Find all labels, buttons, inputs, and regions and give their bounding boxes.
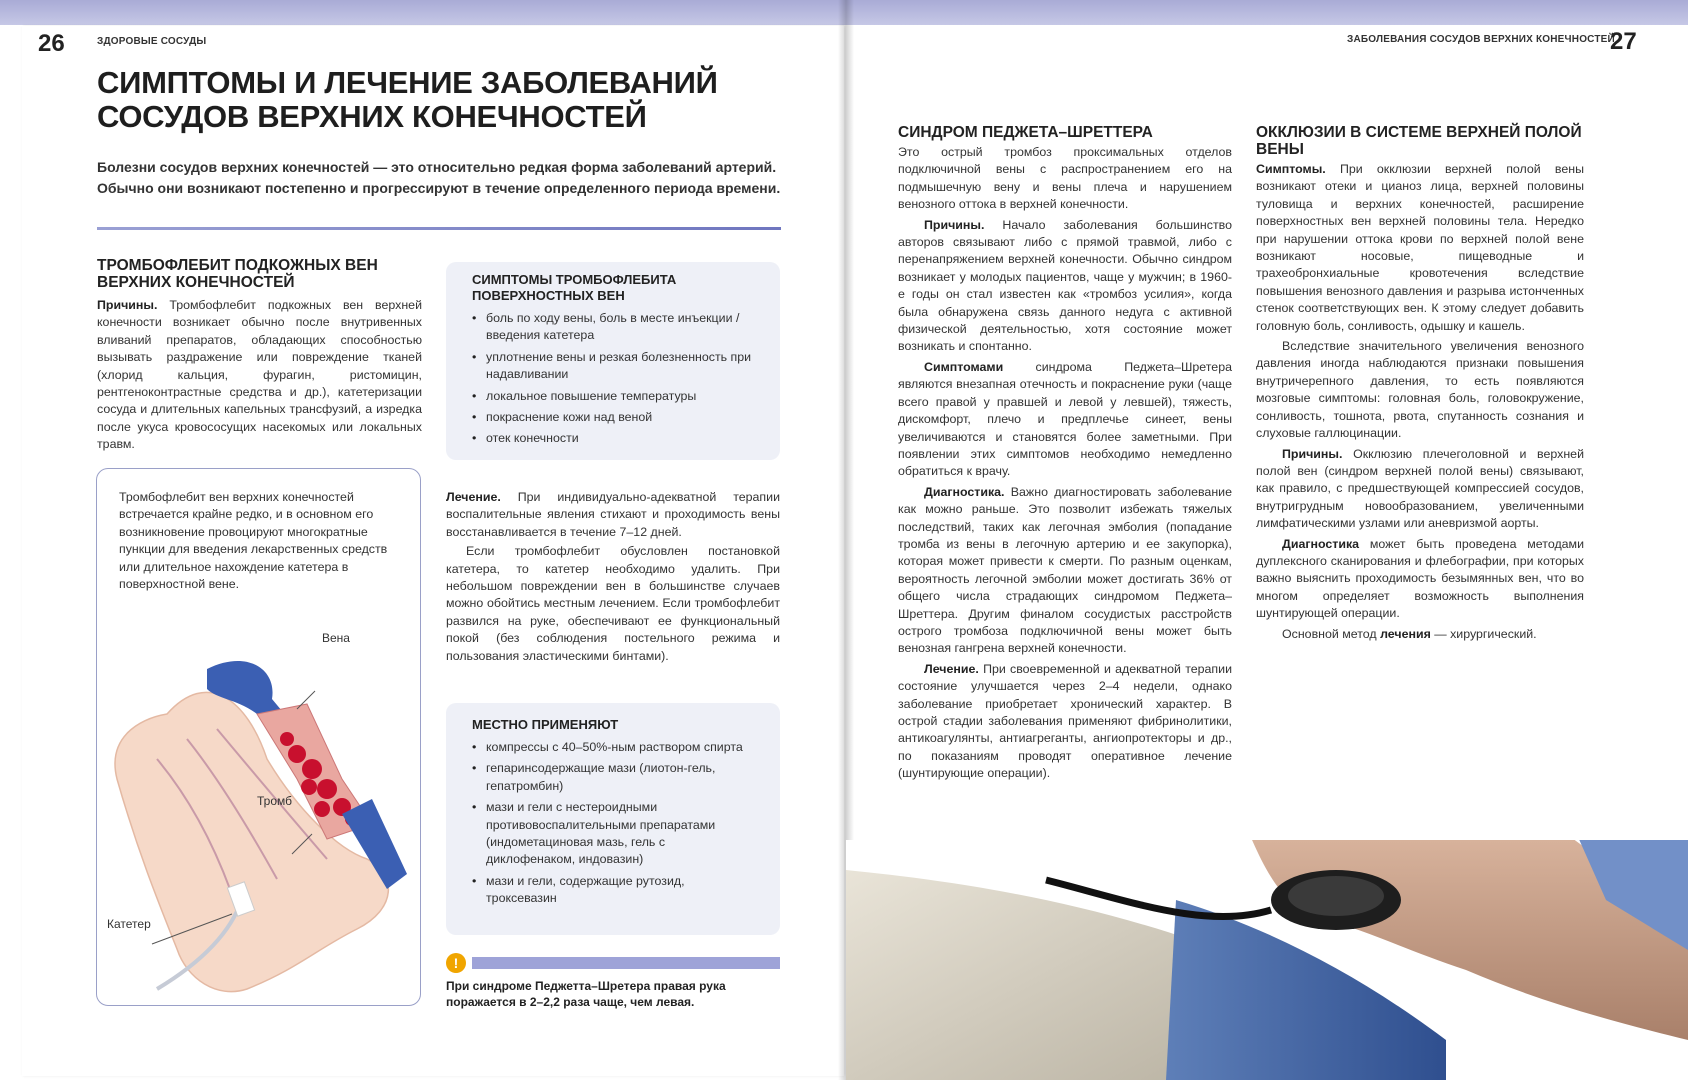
final-suffix: — хирургический. xyxy=(1434,626,1537,641)
left-page-number: 26 xyxy=(38,30,65,57)
final-paragraph xyxy=(1256,626,1584,643)
treatment-text-1: При индивидуально-адекватной терапии воспалительные явления стихают и проходимость вены восстанавливается в течение 7–12 дней. xyxy=(446,490,780,539)
hand-shape xyxy=(115,692,388,991)
list-item: • покраснение кожи над веной xyxy=(472,409,754,426)
diagnostics-paragraph xyxy=(1256,536,1584,623)
symptoms-text: При окклюзии верхней полой вены возникают отеки и цианоз лица, верхней половины туловища и верхних конечностей, расширение поверхностных вен верхней половины тела. Нередко при нарушении оттока крови по верхней полой вене возникают носовые, пищеводные и трахеобронхиальные кровотечения вследствие повышения венозного давления и разрыва истонченных стенок соответствующих вен. К этому следует добавить головную боль, сонливость, одышку и кашель. xyxy=(1256,162,1585,333)
section-heading: ТРОМБОФЛЕБИТ ПОДКОЖНЫХ ВЕН ВЕРХНИХ КОНЕЧНОСТЕЙ xyxy=(97,257,378,291)
symptoms-text: синдрома Педжета–Шретера являются внезапная отечность и покраснение руки (чаще всего правой у правшей и левой у левшей), тяжесть, дискомфорт, плечо и предплечье синеет, вены увеличиваются и становятся более заметными. При появлении этих симптомов необходимо немедленно обратиться к врачу. xyxy=(898,359,1232,479)
diagnostics-paragraph xyxy=(898,484,1232,658)
figure-caption: Тромбофлебит вен верхних конечностей встречается крайне редко, и в основном его возникновение провоцируют многократные пункции для введения лекарственных средств или длительное нахождение катетера в поверхностной вене. xyxy=(119,490,388,592)
label-vein: Вена xyxy=(322,631,350,645)
causes-paragraph xyxy=(97,297,422,454)
treatment-section xyxy=(446,489,780,665)
list-item: • отек конечности xyxy=(472,430,754,447)
right-running-head: ЗАБОЛЕВАНИЯ СОСУДОВ ВЕРХНИХ КОНЕЧНОСТЕЙ xyxy=(1347,34,1615,45)
label-catheter: Катетер xyxy=(107,917,151,931)
symptoms-paragraph xyxy=(898,359,1232,481)
local-application-box xyxy=(446,703,780,935)
list-item: • гепаринсодержащие мази (лиотон-гель, гепатромбин) xyxy=(472,760,754,795)
symptoms-box xyxy=(446,262,780,460)
diagnostics-label: Диагностика. xyxy=(924,484,1005,499)
causes-text: Окклюзию плечеголовной и верхней полой вен (синдром верхней полой вены) связывают, как правило, с предшествующей компрессией сосудов, внутригрудным новообразованием, увеличенными лимфатическими узлами или аневризмой аорты. xyxy=(1256,446,1584,531)
symptoms-box-heading: СИМПТОМЫ ТРОМБОФЛЕБИТА ПОВЕРХНОСТНЫХ ВЕН xyxy=(472,272,677,303)
list-item: • мази и гели с нестероидными противовоспалительными препаратами (индометациновая мазь, гель с диклофенаком, индовазин) xyxy=(472,799,754,869)
section-heading: СИНДРОМ ПЕДЖЕТА–ШРЕТТЕРА xyxy=(898,124,1153,141)
warning-bar xyxy=(472,957,780,969)
divider-rule xyxy=(97,227,781,230)
treatment-label: Лечение. xyxy=(924,661,979,676)
treatment-paragraph-2: Если тромбофлебит обусловлен постановкой катетера, то катетер необходимо удалить. При небольшом повреждении вен в большинстве случаев можно обойтись местным лечением. Если тромбофлебит развился на руке, обеспечивают ее функциональный покой (без соблюдения постельного режима и пользования эластическими бинтами). xyxy=(446,544,780,663)
diagnostics-label: Диагностика xyxy=(1282,536,1360,551)
lead-paragraph: Болезни сосудов верхних конечностей — это относительно редкая форма заболеваний артерий. Обычно они возникают постепенно и прогрессируют в течение определенного периода времени. xyxy=(97,159,781,196)
paget-schroetter-section xyxy=(898,124,1232,783)
causes-label: Причины. xyxy=(924,217,985,232)
label-thrombus: Тромб xyxy=(257,794,292,808)
warning-text: При синдроме Педжетта–Шретера правая рука поражается в 2–2,2 раза чаще, чем левая. xyxy=(446,979,726,1009)
diagnostics-text: Важно диагностировать заболевание как можно раньше. Это позволит избежать тяжелых последствий, таких как легочная эмболия (попадание тромба из вены в легочную артерию и ее закупорка), которая может привести к смерти. По разным оценкам, вероятность легочной эмболии может достигать 36% от общего числа страдающих синдромом Педжета–Шреттера. Другим финалом сосудистых расстройств острого тромбоза подключичной вены может быть венозная гангрена верхней конечности. xyxy=(898,484,1232,656)
symptoms-list xyxy=(472,310,754,448)
causes-paragraph xyxy=(1256,446,1584,533)
symptoms-paragraph xyxy=(1256,161,1584,335)
list-item: • мази и гели, содержащие рутозид, троксевазин xyxy=(472,873,754,908)
symptoms-label: Симптомы. xyxy=(1256,162,1326,176)
causes-label: Причины. xyxy=(97,298,158,312)
treatment-paragraph-1 xyxy=(446,489,780,541)
list-item: • компрессы с 40–50%-ным раствором спирта xyxy=(472,739,754,756)
list-item: • уплотнение вены и резкая болезненность при надавливании xyxy=(472,349,754,384)
treatment-paragraph xyxy=(898,661,1232,783)
pressure-paragraph: Вследствие значительного увеличения венозного давления иногда наблюдаются признаки повышения внутричерепного давления, то есть появляются мозговые симптомы: головная боль, головокружение, сонливость, тошнота, рвота, спутанность сознания и слуховые галлюцинации. xyxy=(1256,339,1584,441)
final-prefix: Основной метод xyxy=(1282,626,1377,641)
list-item: • локальное повышение температуры xyxy=(472,388,754,405)
left-running-head: ЗДОРОВЫЕ СОСУДЫ xyxy=(97,36,207,47)
intro-paragraph: Это острый тромбоз проксимальных отделов подключичной вены с распространением его на подмышечную вену и вены плеча и нарушением венозного оттока в верхней конечности. xyxy=(898,145,1232,212)
warning-icon: ! xyxy=(446,953,466,973)
treatment-text: При своевременной и адекватной терапии состояние улучшается через 2–4 недели, однако заболевание приобретает хронический характер. В острой стадии заболевания применяют фибринолитики, антикоагулянты, антиагреганты, ангиопротекторы и др., по показаниям проводят оперативное лечение (шунтирующие операции). xyxy=(898,661,1232,781)
causes-paragraph xyxy=(898,217,1232,356)
right-page-number: 27 xyxy=(1610,28,1637,55)
causes-text: Тромбофлебит подкожных вен верхней конечности возникает обычно после внутривенных вливаний препаратов, обладающих способностью вызывать раздражение или повреждение тканей (хлорид кальция, фурагин, ристомицин, рентгеноконтрастные средства и др.), катетеризации сосуда и длительных капельных трансфузий, а изредка после укуса кровососущих насекомых или локальных травм. xyxy=(97,298,422,452)
svc-occlusion-section xyxy=(1256,124,1584,643)
blood-pressure-photo xyxy=(846,840,1688,1080)
arm-illustration xyxy=(97,629,419,999)
local-box-heading: МЕСТНО ПРИМЕНЯЮТ xyxy=(472,717,619,732)
final-bold: лечения xyxy=(1380,626,1431,641)
figure-box xyxy=(96,468,421,1006)
section-heading: ОККЛЮЗИИ В СИСТЕМЕ ВЕРХНЕЙ ПОЛОЙ ВЕНЫ xyxy=(1256,124,1582,158)
treatment-label: Лечение. xyxy=(446,490,501,504)
diagnostics-text: может быть проведена методами дуплексного сканирования и флебографии, при которых важно выяснить проходимость безымянных вен, что во многом определяет возможность выполнения шунтирующей операции. xyxy=(1256,536,1584,621)
causes-text: Начало заболевания большинство авторов связывают либо с прямой травмой, либо с перенапряжением верхней конечности. Обычно синдром возникает у молодых пациентов, чаще у мужчин; в 1960-е годы он стал известен как «тромбоз усилия», когда была обнаружена связь данного недуга с активной физической деятельностью, хотя состояние может возникать и спонтанно. xyxy=(898,217,1232,354)
causes-label: Причины. xyxy=(1282,446,1343,461)
photo-illustration xyxy=(846,840,1688,1080)
page-title: СИМПТОМЫ И ЛЕЧЕНИЕ ЗАБОЛЕВАНИЙ СОСУДОВ ВЕРХНИХ КОНЕЧНОСТЕЙ xyxy=(97,65,718,134)
symptoms-label: Симптомами xyxy=(924,359,1004,374)
list-item: • боль по ходу вены, боль в месте инъекции / введения катетера xyxy=(472,310,754,345)
local-list xyxy=(472,739,754,908)
section-thrombophlebitis xyxy=(97,257,422,454)
